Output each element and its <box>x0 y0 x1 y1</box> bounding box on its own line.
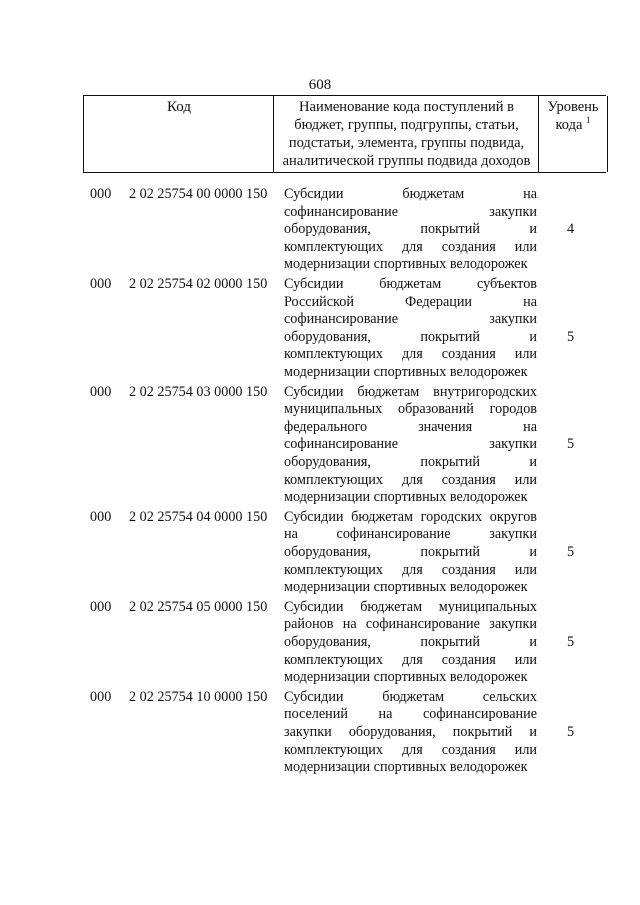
description-line: оборудования, покрытий и <box>284 543 537 560</box>
row-revenue-code: 2 02 25754 04 0000 150 <box>129 508 268 525</box>
header-name <box>273 96 539 172</box>
header-level-word: кода <box>555 117 583 133</box>
description-line: Субсидии бюджетам муниципальных <box>284 598 537 615</box>
description-line: оборудования, покрытий и <box>284 221 537 238</box>
description-line: Субсидии бюджетам городских округов <box>284 508 537 525</box>
row-level: 5 <box>567 543 575 560</box>
row-revenue-code: 2 02 25754 00 0000 150 <box>129 186 268 202</box>
description-line: софинансирование закупки <box>284 311 537 328</box>
header-code: Код <box>83 96 274 172</box>
description-line: Субсидии бюджетам на <box>284 186 537 202</box>
row-admin-code: 000 <box>90 508 112 525</box>
description-line: софинансирование закупки <box>284 436 537 453</box>
row-description <box>284 276 537 382</box>
header-name-line: подстатьи, элемента, группы подвида, <box>288 135 525 151</box>
row-level: 4 <box>567 221 575 238</box>
page-number: 608 <box>308 77 332 93</box>
description-line: Субсидии бюджетам субъектов <box>284 276 537 292</box>
row-description <box>284 599 537 687</box>
row-admin-code: 000 <box>90 383 112 400</box>
description-line: Субсидии бюджетам сельских <box>284 688 537 705</box>
description-line: комплектующих для создания или <box>284 651 537 668</box>
description-line: комплектующих для создания или <box>284 238 537 255</box>
description-line: софинансирование закупки <box>284 203 537 220</box>
row-admin-code: 000 <box>90 276 112 292</box>
row-level: 5 <box>567 633 575 650</box>
description-line: на софинансирование закупки <box>284 526 537 543</box>
description-line: модернизации спортивных велодорожек <box>284 759 528 776</box>
description-line: Российской Федерации на <box>284 293 537 310</box>
description-line: районов на софинансирование закупки <box>284 616 537 633</box>
row-description <box>284 689 537 777</box>
row-admin-code: 000 <box>90 598 112 615</box>
description-line: поселений на софинансирование <box>284 706 537 723</box>
header-name-line: Наименование кода поступлений в <box>299 99 514 115</box>
description-line: Субсидии бюджетам внутригородских <box>284 383 537 400</box>
description-line: комплектующих для создания или <box>284 471 537 488</box>
header-level <box>538 96 608 172</box>
header-level-line: Уровень <box>547 99 599 115</box>
row-level: 5 <box>567 328 575 345</box>
table-header <box>83 95 606 173</box>
description-line: закупки оборудования, покрытий и <box>284 723 537 740</box>
description-line: оборудования, покрытий и <box>284 453 537 470</box>
header-name-line: аналитической группы подвида доходов <box>282 153 531 169</box>
description-line: комплектующих для создания или <box>284 741 537 758</box>
row-admin-code: 000 <box>90 688 112 705</box>
row-revenue-code: 2 02 25754 03 0000 150 <box>129 383 268 400</box>
row-level: 5 <box>567 436 575 453</box>
row-admin-code: 000 <box>90 186 112 202</box>
description-line: модернизации спортивных велодорожек <box>284 363 528 380</box>
description-line: модернизации спортивных велодорожек <box>284 256 528 273</box>
description-line: комплектующих для создания или <box>284 346 537 363</box>
row-revenue-code: 2 02 25754 10 0000 150 <box>129 688 268 705</box>
description-line: модернизации спортивных велодорожек <box>284 489 528 506</box>
description-line: оборудования, покрытий и <box>284 633 537 650</box>
footnote-marker: 1 <box>586 115 591 126</box>
row-revenue-code: 2 02 25754 05 0000 150 <box>129 598 268 615</box>
header-name-line: бюджет, группы, подгруппы, статьи, <box>294 117 519 133</box>
row-level: 5 <box>567 723 575 740</box>
description-line: модернизации спортивных велодорожек <box>284 669 528 686</box>
description-line: муниципальных образований городов <box>284 401 537 418</box>
header-level-line <box>539 116 607 134</box>
row-revenue-code: 2 02 25754 02 0000 150 <box>129 276 268 292</box>
description-line: федерального значения на <box>284 418 537 435</box>
description-line: оборудования, покрытий и <box>284 328 537 345</box>
description-line: комплектующих для создания или <box>284 561 537 578</box>
row-description <box>284 509 537 597</box>
description-line: модернизации спортивных велодорожек <box>284 579 528 596</box>
row-description <box>284 186 537 274</box>
row-description <box>284 384 537 507</box>
